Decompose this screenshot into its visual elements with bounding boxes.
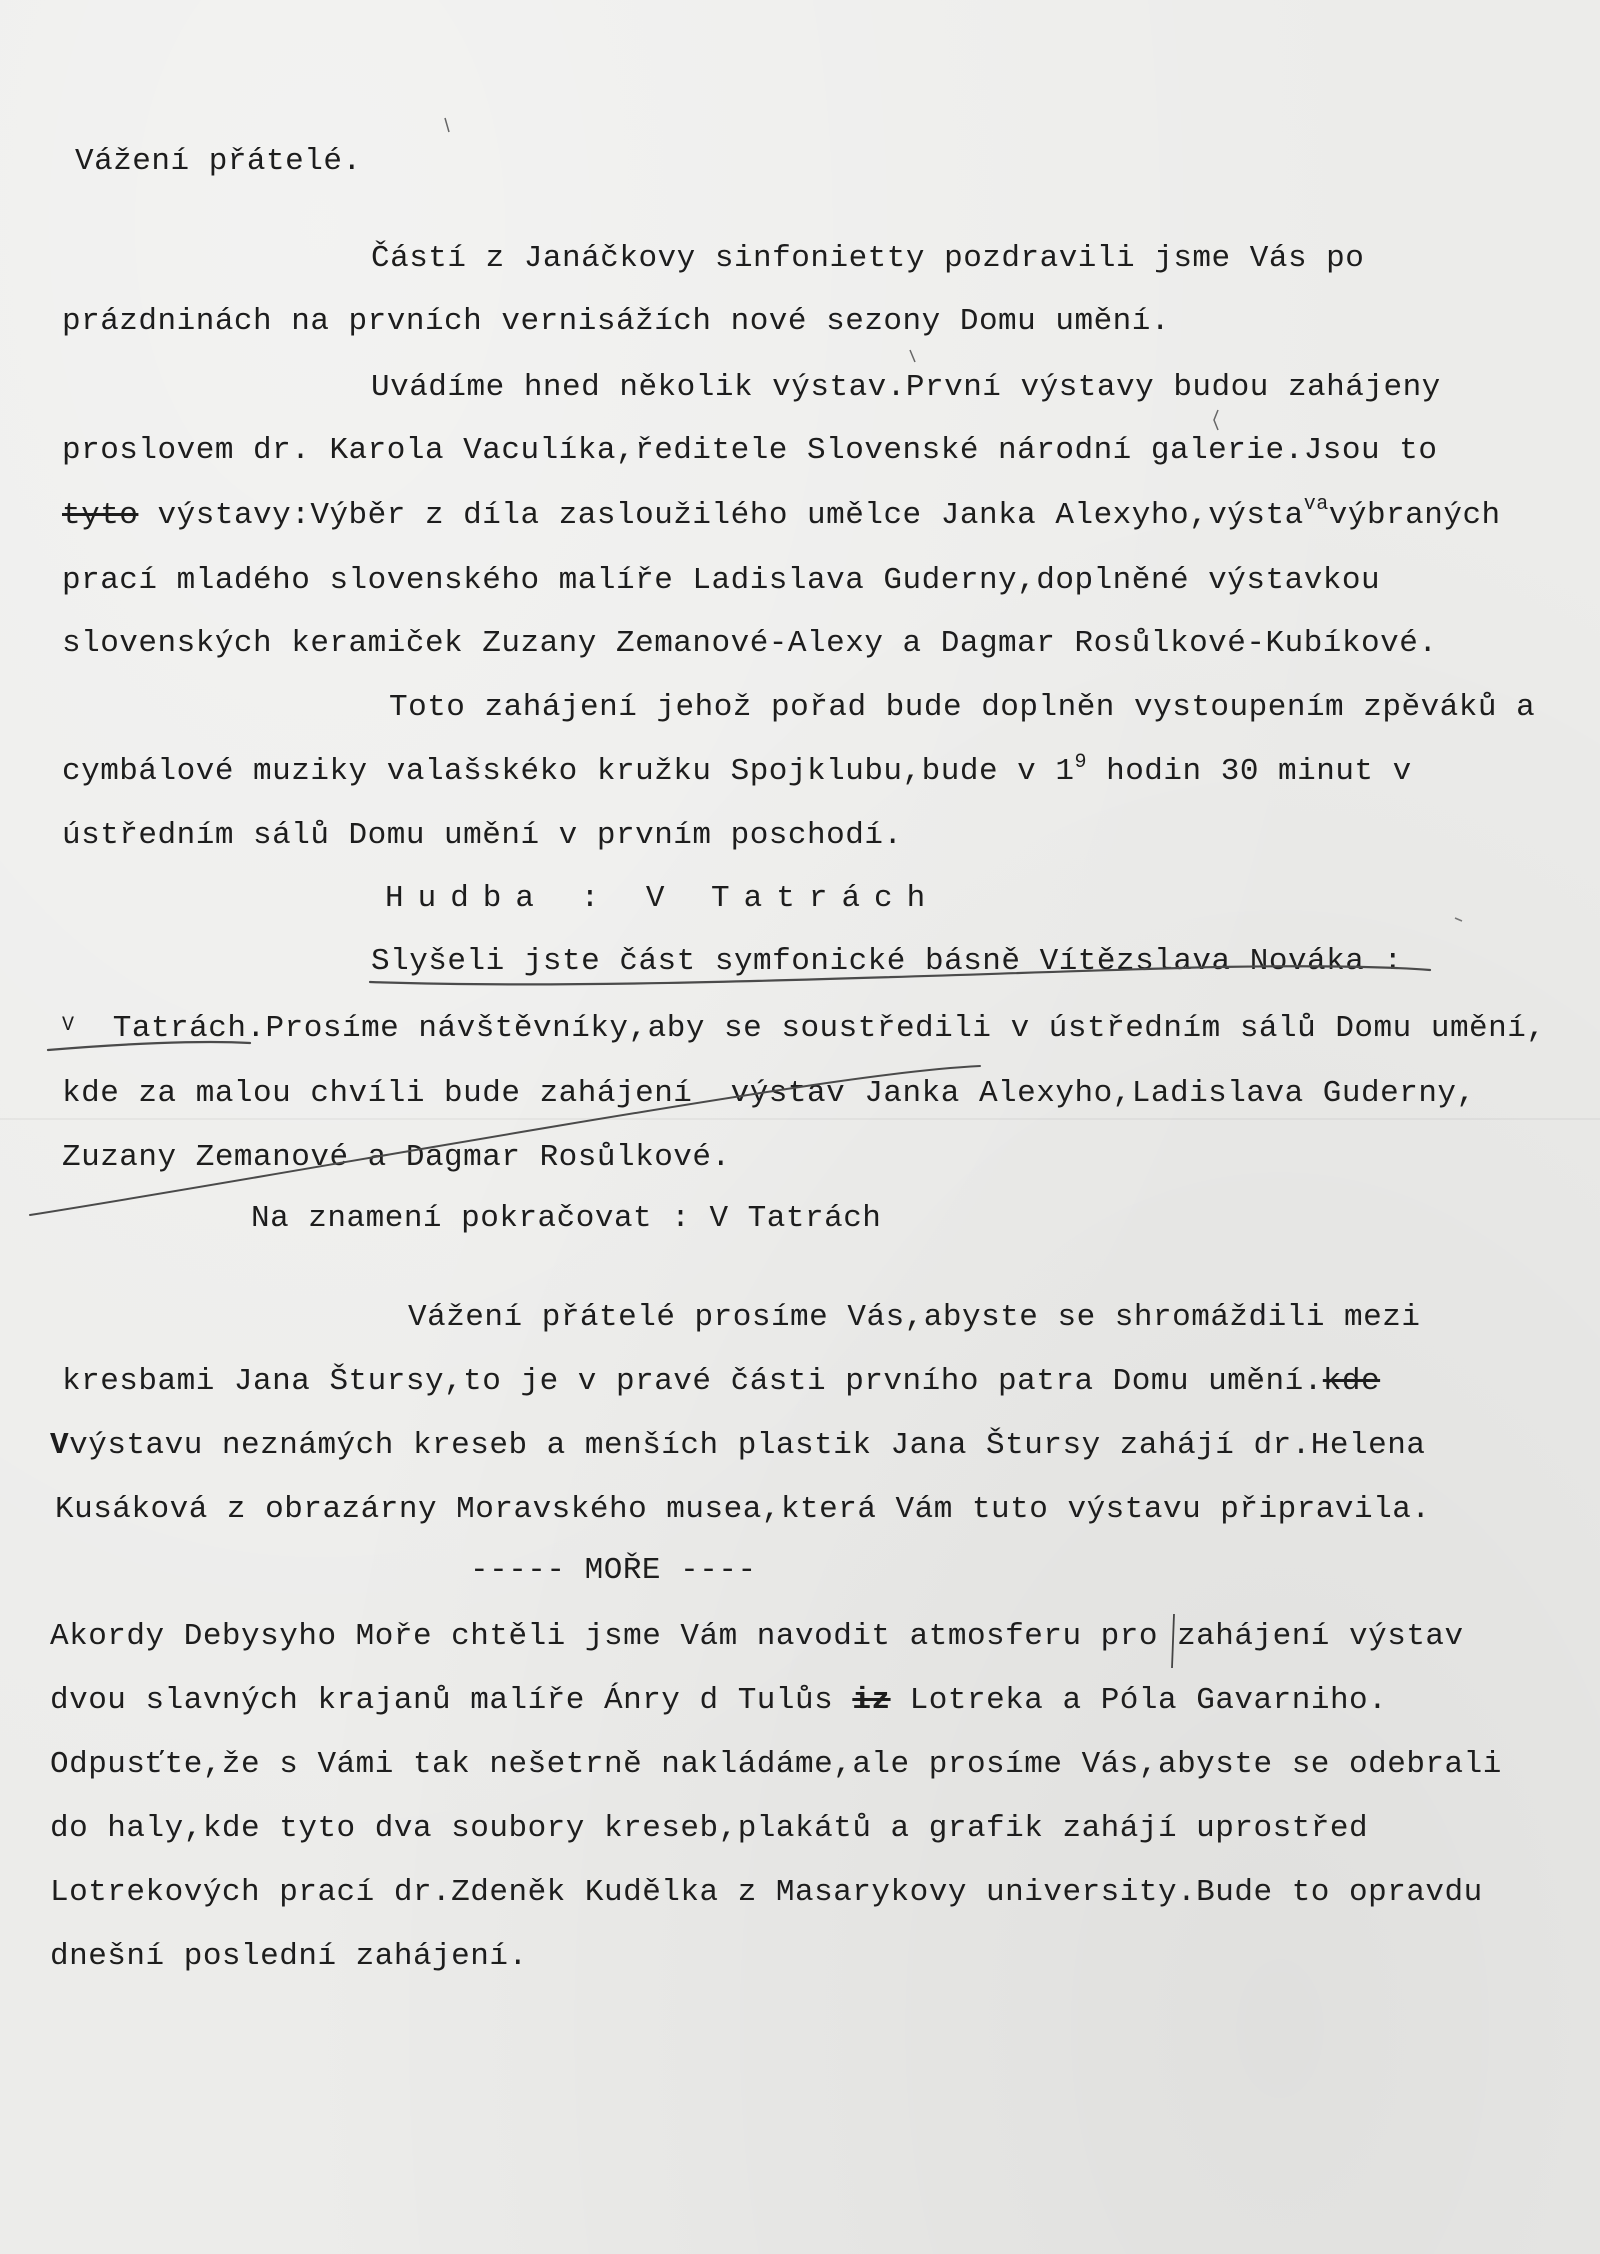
paragraph-6-line-2-end: Lotreka a Póla Gavarniho.: [909, 1683, 1388, 1718]
paragraph-6-line-1: Akordy Debysyho Moře chtěli jsme Vám navodit atmosferu pro zahájení výstav: [50, 1619, 1464, 1654]
paper-fold: [0, 1118, 1600, 1120]
struck-word-tyto: tyto: [62, 498, 139, 533]
initial-v-mark: V: [62, 1014, 75, 1037]
superscript-hour: 9: [1074, 751, 1087, 774]
paragraph-5-line-2: [62, 1366, 1380, 1397]
paragraph-6-line-4: do haly,kde tyto dva soubory kreseb,plakátů a grafik zahájí uprostřed: [50, 1811, 1369, 1846]
paragraph-5-line-1: Vážení přátelé prosíme Vás,abyste se shromáždili mezi: [408, 1300, 1421, 1335]
paragraph-2-line-3-text: výstavy:Výběr z díla zasloužilého umělce Janka Alexyho,výsta: [157, 498, 1304, 533]
struck-word-kde: kde: [1322, 1364, 1381, 1399]
inserted-v: V: [50, 1428, 70, 1463]
paragraph-1-line-2: prázdninách na prvních vernisážích nové sezony Domu umění.: [62, 304, 1170, 339]
paragraph-5-line-4: Kusáková z obrazárny Moravského musea,která Vám tuto výstavu připravila.: [55, 1492, 1431, 1527]
music-cue-tatrach: Hudba : V Tatrách: [385, 881, 940, 916]
pencil-dash-mark: [1455, 918, 1462, 921]
music-cue-more: ----- MOŘE ----: [470, 1553, 757, 1588]
hodin-text: hodin 30 minut v: [1106, 754, 1412, 789]
paragraph-3-line-3: ústředním sálů Domu umění v prvním poschodí.: [62, 818, 903, 853]
pencil-tick-mark: [445, 118, 449, 132]
paragraph-2-line-2: proslovem dr. Karola Vaculíka,ředitele Slovenské národní galerie.Jsou to: [62, 433, 1438, 468]
paragraph-2-line-5: slovenských keramiček Zuzany Zemanové-Alexy a Dagmar Rosůlkové-Kubíkové.: [62, 626, 1438, 661]
inserted-va: va: [1303, 493, 1329, 516]
paragraph-4-line-2: [62, 1013, 1545, 1044]
paragraph-3-line-2: [62, 751, 1412, 789]
paragraph-4-line-4: Zuzany Zemanové a Dagmar Rosůlkové.: [62, 1140, 731, 1175]
paragraph-3-line-1: Toto zahájení jehož pořad bude doplněn vystoupením zpěváků a: [389, 690, 1536, 725]
salutation: Vážení přátelé.: [75, 144, 362, 179]
vybranych-word: výbraných: [1328, 498, 1501, 533]
paragraph-2-line-3: [62, 493, 1501, 533]
paragraph-2-line-4: prací mladého slovenského malíře Ladislava Guderny,doplněné výstavkou: [62, 563, 1381, 598]
cue-continue-tatrach: Na znamení pokračovat : V Tatrách: [251, 1201, 882, 1236]
paragraph-2-line-1: Uvádíme hned několik výstav.První výstavy budou zahájeny: [371, 370, 1441, 405]
paragraph-4-line-3: kde za malou chvíli bude zahájení výstav Janka Alexyho,Ladislava Guderny,: [62, 1076, 1476, 1111]
paragraph-6-line-5: Lotrekových prací dr.Zdeněk Kudělka z Masarykovy university.Bude to opravdu: [50, 1875, 1483, 1910]
paragraph-5-line-3-text: výstavu neznámých kreseb a menších plastik Jana Štursy zahájí dr.Helena: [69, 1428, 1426, 1463]
struck-word-iz: iz: [852, 1683, 891, 1718]
paragraph-6-line-3: Odpusťte,že s Vámi tak nešetrně nakládáme,ale prosíme Vás,abyste se odebrali: [50, 1747, 1502, 1782]
paragraph-4-line-1: Slyšeli jste část symfonické básně Vítězslava Nováka :: [371, 944, 1403, 979]
paragraph-5-line-2-text: kresbami Jana Štursy,to je v pravé části prvního patra Domu umění.: [62, 1364, 1323, 1399]
paragraph-6-line-2-text: dvou slavných krajanů malíře Ánry d Tulůs: [50, 1683, 834, 1718]
pencil-bracket-mark: [1214, 410, 1218, 430]
paragraph-6-line-2: [50, 1685, 1387, 1716]
pencil-caret-mark: [910, 350, 915, 362]
paragraph-1-line-1: Částí z Janáčkovy sinfonietty pozdravili jsme Vás po: [371, 241, 1365, 276]
paragraph-5-line-3: [50, 1430, 1425, 1461]
paragraph-3-line-2-text: cymbálové muziky valašskéko kružku Spojklubu,bude v 1: [62, 754, 1075, 789]
paragraph-4-line-2-text: Tatrách.Prosíme návštěvníky,aby se soustředili v ústředním sálů Domu umění,: [112, 1011, 1546, 1046]
paragraph-6-line-6: dnešní poslední zahájení.: [50, 1939, 528, 1974]
